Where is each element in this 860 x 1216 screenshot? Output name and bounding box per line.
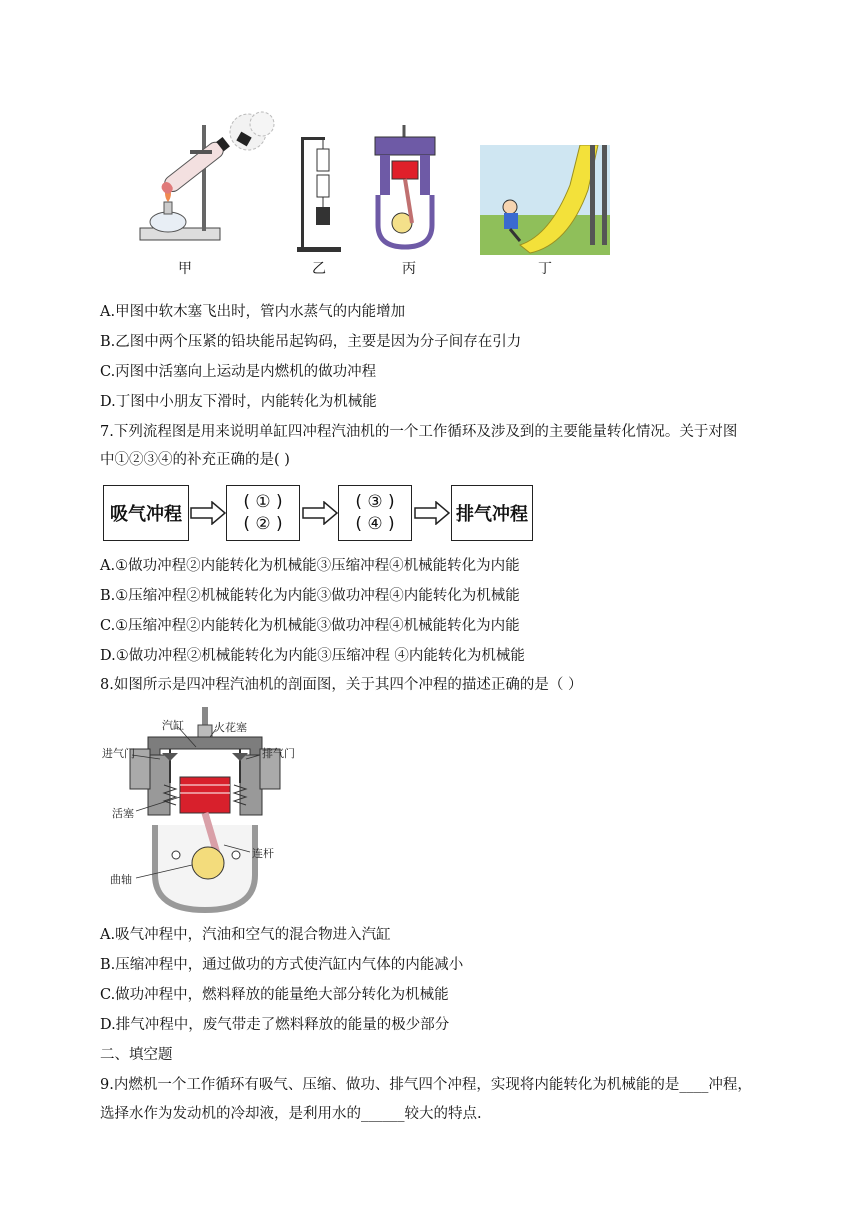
q7-option-b: B.①压缩冲程②机械能转化为内能③做功冲程④内能转化为机械能 — [100, 588, 520, 604]
figure-label-jia: 甲 — [178, 261, 192, 277]
flow-box-1-bottom: ( ② ) — [243, 514, 283, 534]
flow-arrow-3 — [414, 501, 450, 525]
q9-line2: 选择水作为发动机的冷却液，是利用水的______较大的特点. — [100, 1106, 482, 1122]
flow-box-1-top: ( ① ) — [243, 492, 283, 512]
flow-start-box: 吸气冲程 — [103, 485, 189, 541]
q8-engine-diagram — [100, 705, 310, 915]
q7-option-d: D.①做功冲程②机械能转化为内能③压缩冲程 ④内能转化为机械能 — [100, 648, 525, 664]
engine-label-cylinder: 汽缸 — [162, 719, 184, 732]
q7-stem-line1: 7.下列流程图是用来说明单缸四冲程汽油机的一个工作循环及涉及到的主要能量转化情况。关于对图 — [100, 424, 738, 440]
q6-option-d: D.丁图中小朋友下滑时，内能转化为机械能 — [100, 394, 377, 410]
engine-label-intake-valve: 进气门 — [102, 747, 135, 760]
flow-arrow-2 — [302, 501, 338, 525]
section-title-fill-in: 二、填空题 — [100, 1047, 173, 1063]
engine-label-exhaust-valve: 排气门 — [262, 747, 295, 760]
figure-label-yi: 乙 — [312, 261, 326, 277]
q8-option-d: D.排气冲程中，废气带走了燃料释放的能量的极少部分 — [100, 1017, 450, 1033]
slide-image — [480, 145, 610, 255]
figure-label-bing: 丙 — [402, 261, 416, 277]
q7-option-a: A.①做功冲程②内能转化为机械能③压缩冲程④机械能转化为内能 — [100, 558, 520, 574]
flow-end-box: 排气冲程 — [451, 485, 533, 541]
figure-label-ding: 丁 — [538, 261, 552, 277]
q8-option-a: A.吸气冲程中，汽油和空气的混合物进入汽缸 — [100, 927, 391, 943]
q8-option-c: C.做功冲程中，燃料释放的能量绝大部分转化为机械能 — [100, 987, 449, 1003]
q9-line1: 9.内燃机一个工作循环有吸气、压缩、做功、排气四个冲程，实现将内能转化为机械能的是____冲程， — [100, 1077, 752, 1093]
q6-option-b: B.乙图中两个压紧的铅块能吊起钩码，主要是因为分子间存在引力 — [100, 334, 522, 350]
flow-box-1 — [226, 485, 300, 541]
q8-stem: 8.如图所示是四冲程汽油机的剖面图，关于其四个冲程的描述正确的是（ ） — [100, 677, 583, 693]
flow-box-2-top: ( ③ ) — [355, 492, 395, 512]
q8-option-b: B.压缩冲程中，通过做功的方式使汽缸内气体的内能减小 — [100, 957, 464, 973]
test-tube-apparatus-image — [130, 110, 280, 255]
flow-box-2 — [338, 485, 412, 541]
flow-arrow-1 — [190, 501, 226, 525]
engine-label-connecting-rod: 连杆 — [252, 847, 274, 860]
engine-label-crankshaft: 曲轴 — [110, 873, 132, 886]
engine-small-image — [370, 125, 440, 250]
flow-box-2-bottom: ( ④ ) — [355, 514, 395, 534]
q6-option-c: C.丙图中活塞向上运动是内燃机的做功冲程 — [100, 364, 377, 380]
q7-stem-line2: 中①②③④的补充正确的是( ) — [100, 452, 290, 468]
engine-label-piston: 活塞 — [112, 807, 134, 820]
engine-label-spark-plug: 火花塞 — [214, 721, 247, 734]
lead-blocks-image — [295, 135, 345, 255]
q7-option-c: C.①压缩冲程②内能转化为机械能③做功冲程④机械能转化为内能 — [100, 618, 520, 634]
figure-top — [130, 110, 630, 280]
q6-option-a: A.甲图中软木塞飞出时，管内水蒸气的内能增加 — [100, 304, 406, 320]
